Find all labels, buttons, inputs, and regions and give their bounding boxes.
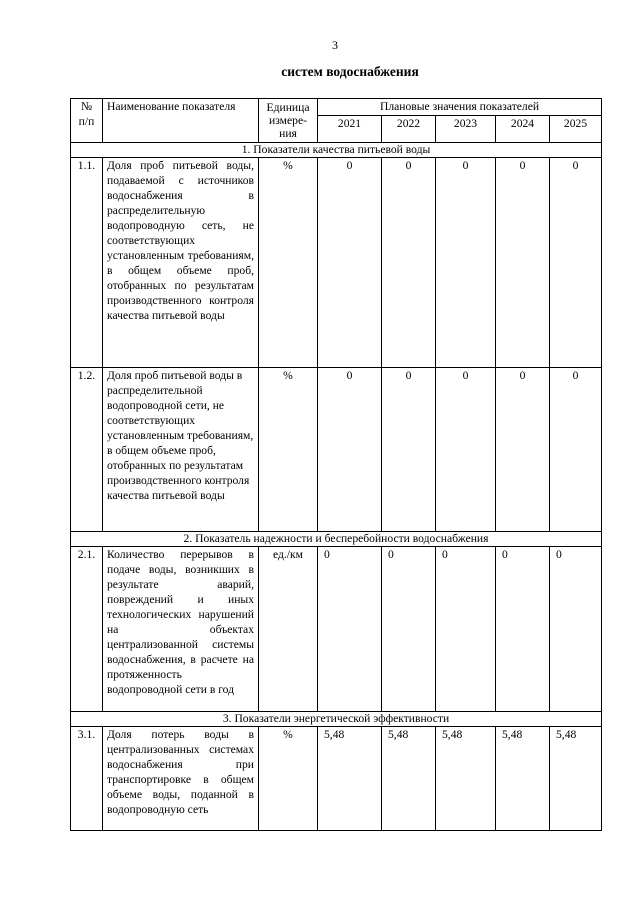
value-cell: 0 bbox=[436, 368, 496, 532]
header-row-1 bbox=[71, 99, 602, 116]
header-year: 2023 bbox=[436, 116, 496, 143]
value-cell: 0 bbox=[496, 368, 550, 532]
document-title: систем водоснабжения bbox=[281, 64, 419, 79]
value-cell: 5,48 bbox=[496, 727, 550, 831]
header-year: 2025 bbox=[550, 116, 602, 143]
header-year: 2021 bbox=[318, 116, 382, 143]
value-cell: 0 bbox=[436, 547, 496, 712]
header-year: 2022 bbox=[382, 116, 436, 143]
unit-cell: % bbox=[259, 368, 318, 532]
page-number: 3 bbox=[332, 38, 338, 52]
value-cell: 0 bbox=[382, 368, 436, 532]
indicator-name: Доля проб питьевой воды в распределительной водопроводной сети, не соответствующих установленным требованиям, в общем объеме проб, отобранных по результатам производственного контроля качества питьевой воды bbox=[103, 368, 259, 532]
header-name: Наименование показателя bbox=[103, 99, 259, 143]
header-year: 2024 bbox=[496, 116, 550, 143]
section-row bbox=[71, 143, 602, 158]
value-cell: 0 bbox=[318, 158, 382, 368]
table-row bbox=[71, 547, 602, 712]
row-number: 3.1. bbox=[71, 727, 103, 831]
indicator-name: Доля потерь воды в централизованных системах водоснабжения при транспортировке в общем объеме воды, поданной в водопроводную сеть bbox=[103, 727, 259, 831]
indicator-name: Доля проб питьевой воды, подаваемой с источников водоснабжения в распределительную водопроводную сеть, не соответствующих установленным требованиям, в общем объеме проб, отобранных по результатам производственного контроля качества питьевой воды bbox=[103, 158, 259, 368]
header-num: № п/п bbox=[71, 99, 103, 143]
value-cell: 0 bbox=[318, 547, 382, 712]
row-number: 1.1. bbox=[71, 158, 103, 368]
section-row bbox=[71, 532, 602, 547]
section-title: 1. Показатели качества питьевой воды bbox=[71, 143, 602, 158]
value-cell: 5,48 bbox=[550, 727, 602, 831]
indicator-name: Количество перерывов в подаче воды, возникших в результате аварий, повреждений и иных технологических нарушений на объектах централизованной системы водоснабжения, в расчете на протяженность водопроводной сети в год bbox=[103, 547, 259, 712]
value-cell: 0 bbox=[550, 547, 602, 712]
value-cell: 0 bbox=[550, 158, 602, 368]
section-title: 3. Показатели энергетической эффективности bbox=[71, 712, 602, 727]
row-number: 2.1. bbox=[71, 547, 103, 712]
value-cell: 0 bbox=[382, 158, 436, 368]
unit-cell: % bbox=[259, 727, 318, 831]
section-row bbox=[71, 712, 602, 727]
table-row bbox=[71, 158, 602, 368]
table-row bbox=[71, 368, 602, 532]
unit-cell: ед./км bbox=[259, 547, 318, 712]
header-planned: Плановые значения показателей bbox=[318, 99, 602, 116]
value-cell: 0 bbox=[382, 547, 436, 712]
value-cell: 5,48 bbox=[382, 727, 436, 831]
value-cell: 5,48 bbox=[436, 727, 496, 831]
value-cell: 0 bbox=[496, 158, 550, 368]
section-title: 2. Показатель надежности и бесперебойности водоснабжения bbox=[71, 532, 602, 547]
unit-cell: % bbox=[259, 158, 318, 368]
row-number: 1.2. bbox=[71, 368, 103, 532]
value-cell: 0 bbox=[318, 368, 382, 532]
value-cell: 5,48 bbox=[318, 727, 382, 831]
header-unit: Единица измере- ния bbox=[259, 99, 318, 143]
value-cell: 0 bbox=[436, 158, 496, 368]
indicators-table bbox=[70, 98, 602, 831]
value-cell: 0 bbox=[550, 368, 602, 532]
value-cell: 0 bbox=[496, 547, 550, 712]
table-row bbox=[71, 727, 602, 831]
